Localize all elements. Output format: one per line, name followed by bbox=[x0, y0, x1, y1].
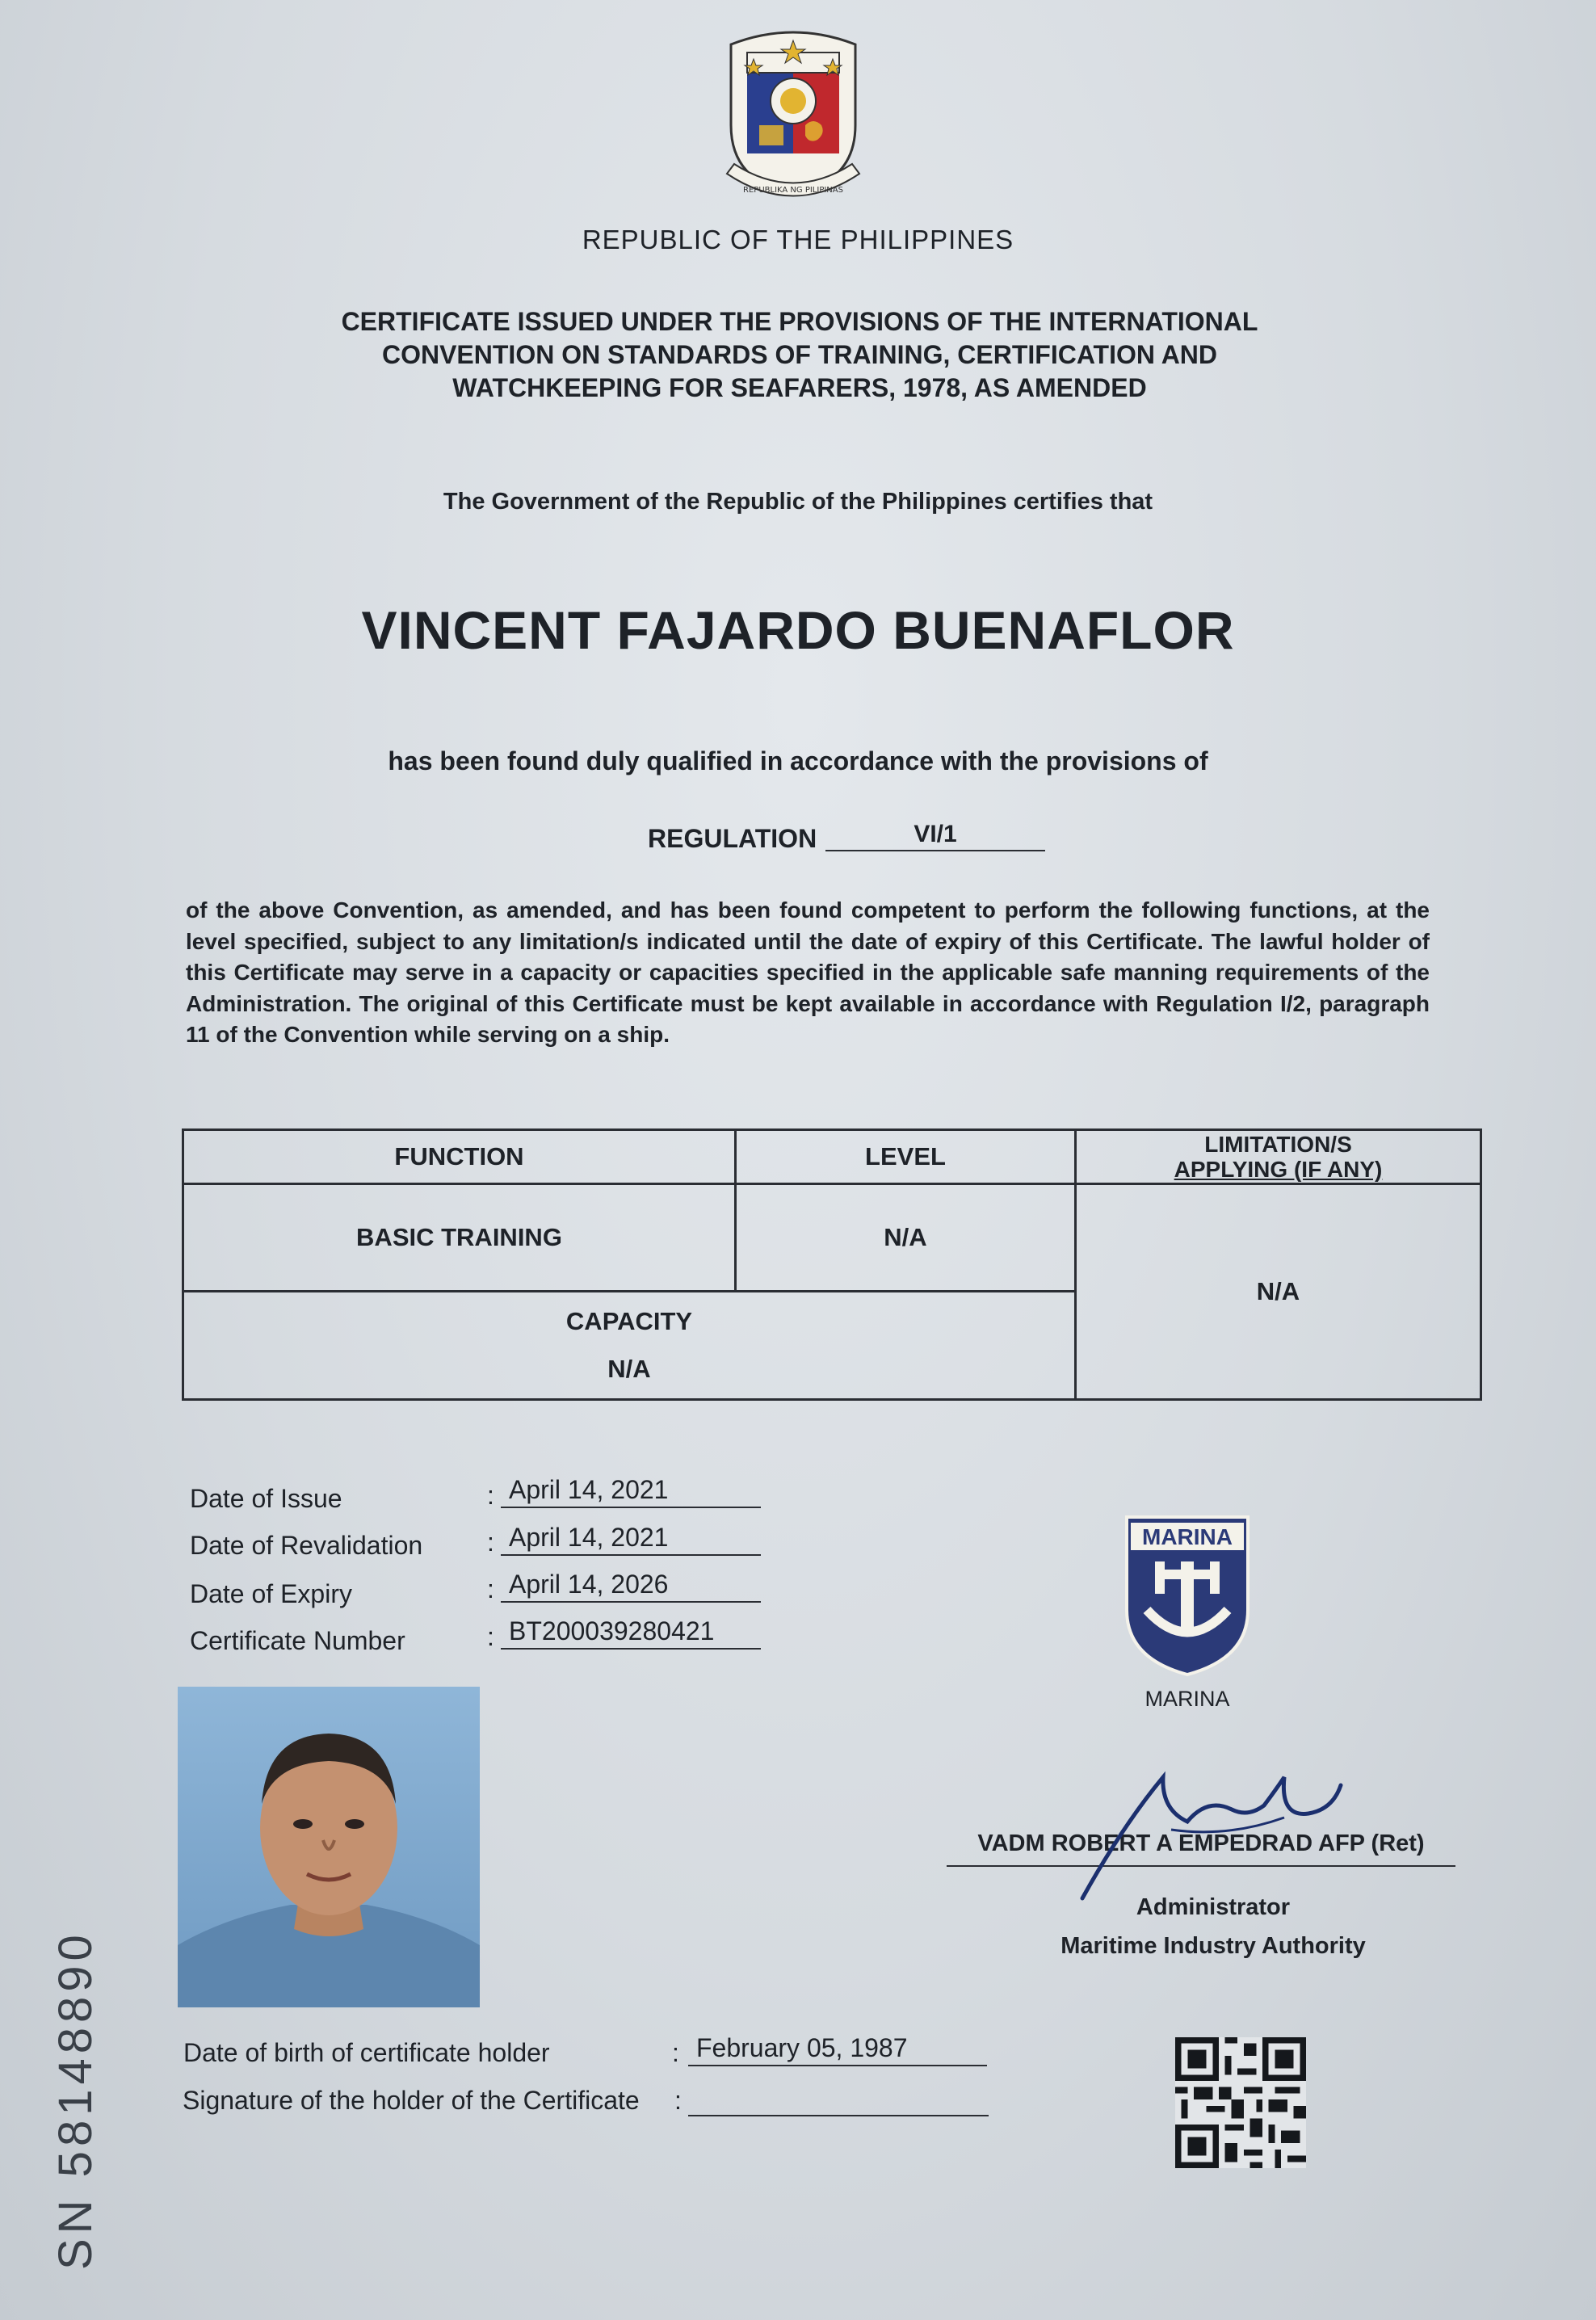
certificate-number-value: BT200039280421 bbox=[501, 1616, 761, 1650]
marina-anchor-shield-icon bbox=[1123, 1513, 1252, 1679]
capacity-value: N/A bbox=[607, 1355, 651, 1384]
qr-code-icon bbox=[1175, 2034, 1306, 2171]
colon: : bbox=[487, 1481, 494, 1510]
date-of-revalidation-label: Date of Revalidation bbox=[190, 1531, 423, 1560]
date-of-expiry-value: April 14, 2026 bbox=[501, 1570, 761, 1603]
serial-number: SN 58148890 bbox=[49, 1930, 102, 2270]
certificate-number-label: Certificate Number bbox=[190, 1626, 405, 1655]
limitations-header-line1: LIMITATION/S bbox=[1204, 1132, 1352, 1157]
function-value: BASIC TRAINING bbox=[182, 1183, 737, 1292]
svg-text:MARINA: MARINA bbox=[1142, 1524, 1233, 1549]
date-of-expiry-label: Date of Expiry bbox=[190, 1579, 352, 1608]
marina-caption: MARINA bbox=[1144, 1687, 1230, 1711]
country-title: REPUBLIC OF THE PHILIPPINES bbox=[582, 225, 1014, 254]
signatory-name: VADM ROBERT A EMPEDRAD AFP (Ret) bbox=[947, 1830, 1455, 1867]
level-header: LEVEL bbox=[734, 1128, 1077, 1185]
qualified-line: has been found duly qualified in accordance with the provisions of bbox=[388, 746, 1208, 775]
colon: : bbox=[674, 2086, 682, 2115]
limitations-header bbox=[1074, 1128, 1482, 1185]
limitations-header-line2: APPLYING (IF ANY) bbox=[1174, 1157, 1383, 1182]
holder-name: VINCENT FAJARDO BUENAFLOR bbox=[361, 600, 1235, 660]
limitations-value: N/A bbox=[1074, 1183, 1482, 1401]
date-of-issue-value: April 14, 2021 bbox=[501, 1475, 761, 1508]
colon: : bbox=[487, 1574, 494, 1603]
level-value: N/A bbox=[734, 1183, 1077, 1292]
philippine-coat-of-arms-icon bbox=[715, 28, 872, 214]
administrator-signature bbox=[1066, 1761, 1357, 1906]
signatory-title: Administrator bbox=[1136, 1894, 1291, 1920]
regulation-label: REGULATION bbox=[648, 824, 817, 853]
dob-label: Date of birth of certificate holder bbox=[183, 2038, 550, 2067]
function-header: FUNCTION bbox=[182, 1128, 737, 1185]
colon: : bbox=[487, 1622, 494, 1651]
body-paragraph: of the above Convention, as amended, and has been found competent to perform the following functions, at the level specified, subject to any limitation/s indicated until the date of expiry of this Certificate. The lawful holder of this Certificate may serve in a capacity or capacities specified in the applicable safe manning requirements of the Administration. The original of this Certificate must be kept available in accordance with Regulation I/2, paragraph 11 of the Convention while serving on a ship. bbox=[186, 897, 1430, 1047]
colon: : bbox=[672, 2038, 679, 2067]
holder-photo bbox=[178, 1687, 480, 2007]
certifies-line: The Government of the Republic of the Philippines certifies that bbox=[443, 489, 1153, 515]
certificate-heading: CERTIFICATE ISSUED UNDER THE PROVISIONS OF THE INTERNATIONAL CONVENTION ON STANDARDS OF TRAINING, CERTIFICATION AND WATCHKEEPING FOR SEAFARERS, 1978, AS AMENDED bbox=[341, 307, 1258, 402]
holder-signature-line bbox=[688, 2115, 989, 2116]
capacity-header: CAPACITY bbox=[565, 1306, 693, 1335]
svg-text:REPUBLIKA NG PILIPINAS: REPUBLIKA NG PILIPINAS bbox=[743, 186, 843, 195]
regulation-value: VI/1 bbox=[825, 821, 1045, 851]
colon: : bbox=[487, 1528, 494, 1557]
date-of-revalidation-value: April 14, 2021 bbox=[501, 1523, 761, 1556]
holder-signature-label: Signature of the holder of the Certificate bbox=[183, 2086, 640, 2115]
signatory-organization: Maritime Industry Authority bbox=[1060, 1933, 1366, 1959]
capacity-cell bbox=[182, 1290, 1077, 1401]
dob-value: February 05, 1987 bbox=[688, 2033, 987, 2066]
date-of-issue-label: Date of Issue bbox=[190, 1484, 342, 1513]
